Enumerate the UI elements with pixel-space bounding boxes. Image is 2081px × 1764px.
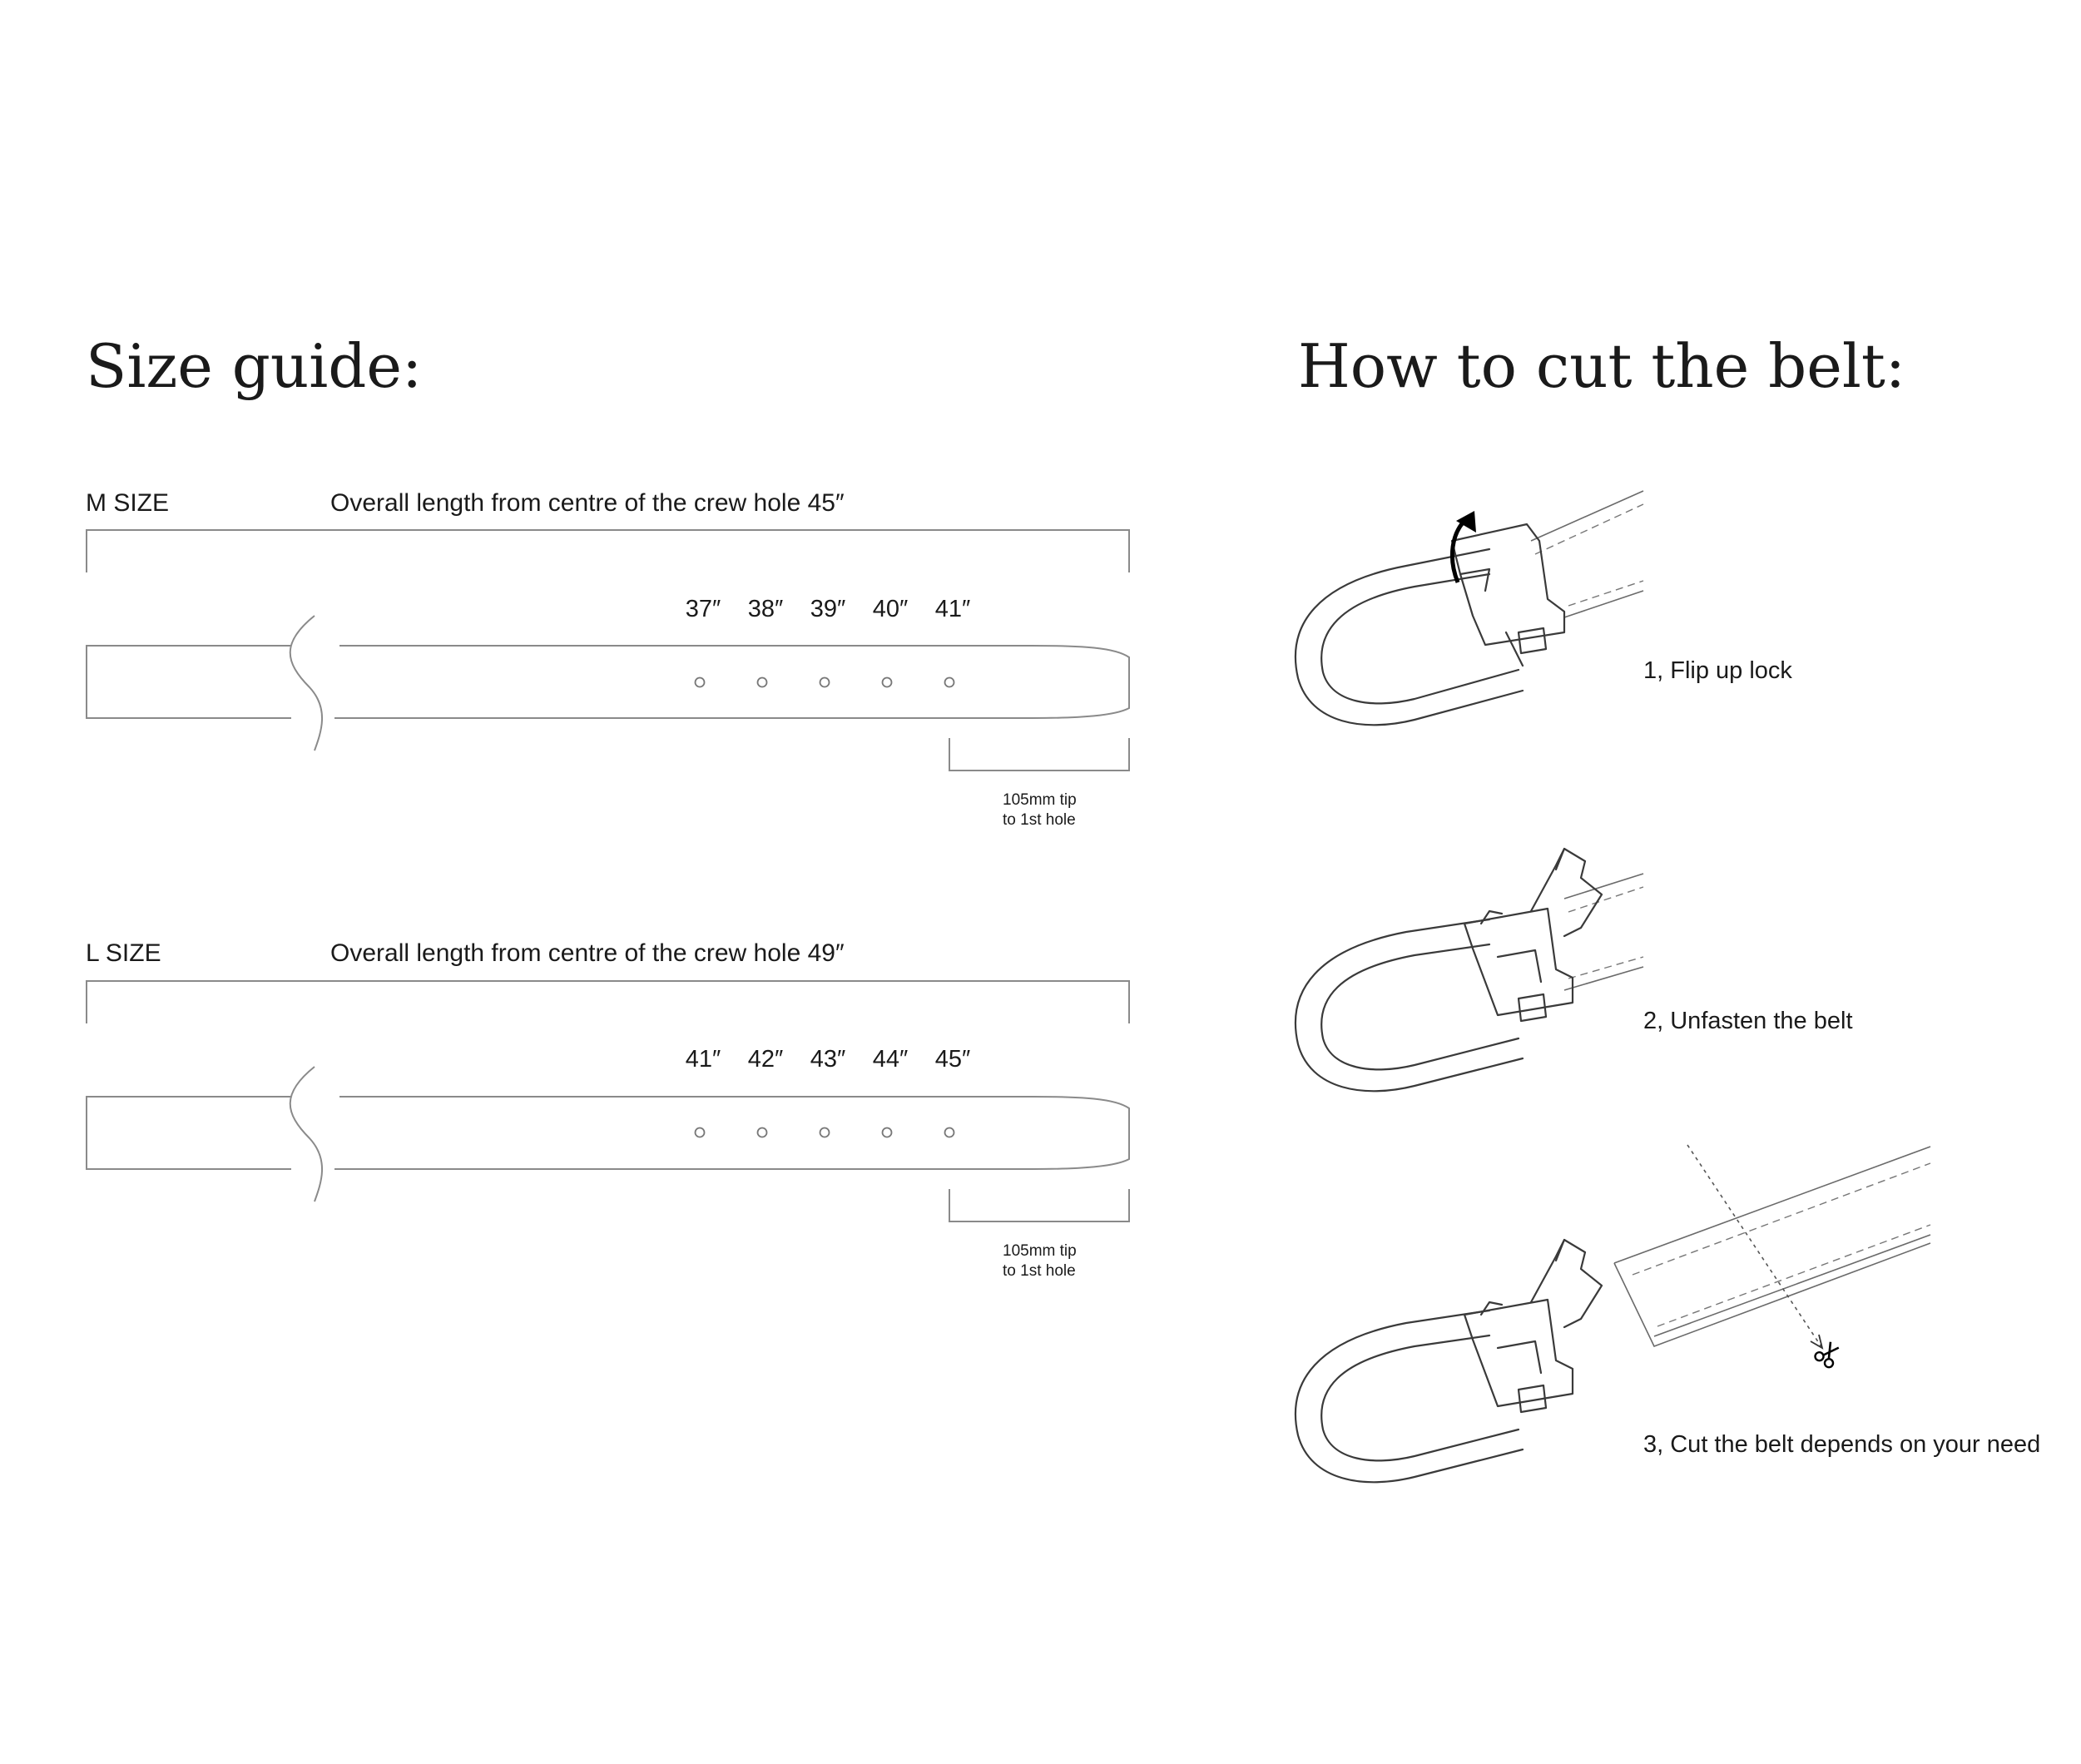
m-hole-4 [883,678,892,687]
l-overall-length-label: Overall length from centre of the crew hole 49″ [330,939,845,967]
l-hole-label-3: 43″ [810,1046,846,1073]
m-belt-body [334,646,1129,718]
step-1-illustration [1296,491,1792,725]
m-hole-label-1: 37″ [685,596,721,622]
m-tip-label-2: to 1st hole [1003,811,1076,829]
m-hole-size-labels [686,596,971,622]
l-belt-holes [696,1128,954,1137]
l-belt-left-end [87,1097,291,1169]
m-hole-1 [696,678,705,687]
scissors-icon [1814,1339,1843,1369]
loose-belt-strap [1614,1147,1930,1346]
l-hole-size-labels [686,1046,971,1073]
m-hole-label-5: 41″ [934,596,971,622]
m-tip-bracket [949,738,1129,771]
how-to-cut-title: How to cut the belt: [1298,331,1906,401]
l-hole-1 [696,1128,705,1137]
l-tip-bracket [949,1189,1129,1221]
m-hole-5 [945,678,954,687]
l-hole-5 [945,1128,954,1137]
step-1-label: 1, Flip up lock [1643,657,1792,684]
l-size-diagram [86,939,1129,1280]
m-hole-label-3: 39″ [810,596,846,622]
step-3-label: 3, Cut the belt depends on your need [1643,1431,2041,1458]
step-2-illustration [1296,849,1853,1091]
step-2-label: 2, Unfasten the belt [1643,1008,1853,1034]
l-hole-4 [883,1128,892,1137]
step-3-illustration [1296,1145,2040,1482]
m-tip-label-1: 105mm tip [1003,791,1077,809]
buckle-lock-open-icon [1296,849,1643,1091]
l-overall-length-bracket [87,981,1129,1023]
l-size-label: L SIZE [86,939,161,967]
l-hole-2 [758,1128,767,1137]
l-hole-3 [820,1128,830,1137]
m-belt-holes [696,678,954,687]
l-tip-label-1: 105mm tip [1003,1242,1077,1260]
l-hole-label-2: 42″ [747,1046,784,1073]
size-guide-title: Size guide: [86,331,423,401]
m-belt-left-end [87,646,291,718]
l-belt-body [334,1097,1129,1169]
l-hole-label-5: 45″ [934,1046,971,1073]
l-belt-break-mark [290,1067,322,1202]
m-belt-break-mark [290,616,322,751]
m-overall-length-label: Overall length from centre of the crew hole 45″ [330,489,845,517]
l-tip-label-2: to 1st hole [1003,1262,1076,1280]
m-hole-3 [820,678,830,687]
l-hole-label-1: 41″ [685,1046,721,1073]
m-size-diagram [86,489,1129,829]
l-hole-label-4: 44″ [872,1046,909,1073]
m-size-label: M SIZE [86,489,170,517]
m-hole-2 [758,678,767,687]
m-hole-label-4: 40″ [872,596,909,622]
buckle-lock-closed-with-flip-arrow-icon [1296,491,1643,725]
m-overall-length-bracket [87,530,1129,572]
m-hole-label-2: 38″ [747,596,784,622]
buckle-lock-open-icon-step-3 [1296,1240,1602,1482]
